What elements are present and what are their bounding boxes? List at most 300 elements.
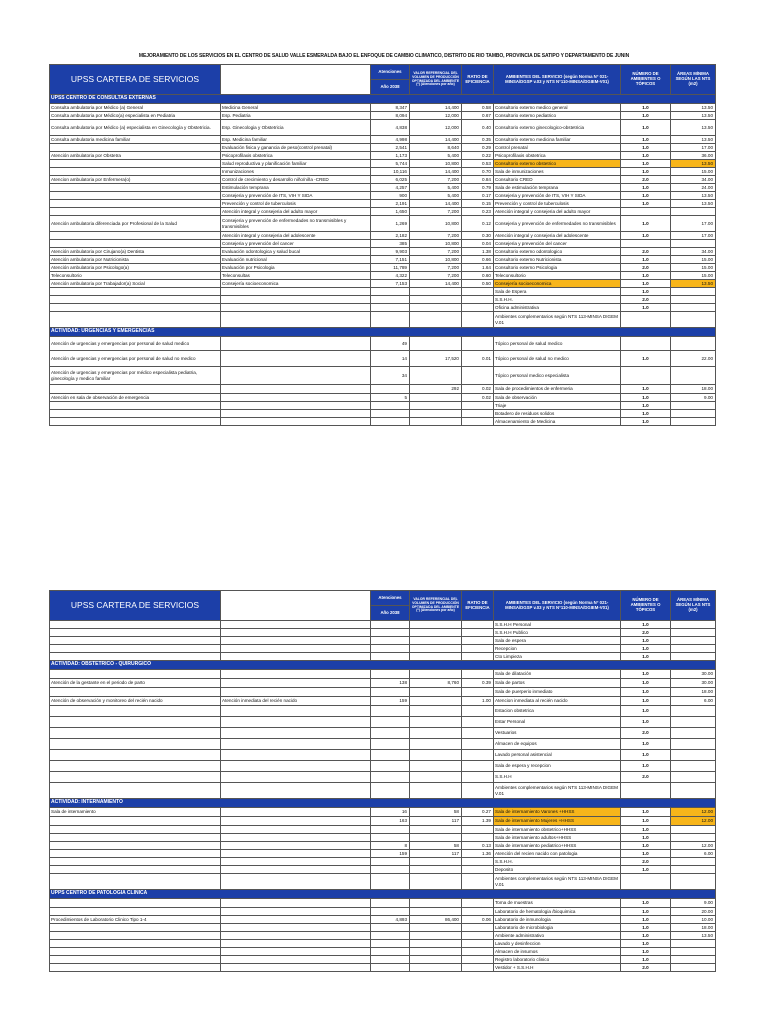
cell-activity xyxy=(221,679,371,688)
cell-activity xyxy=(221,834,371,842)
table-body xyxy=(50,95,716,426)
cell-activity: Control de crecimiento y desarrollo niño/niña -CRED xyxy=(221,176,371,184)
cell-valor-referencial xyxy=(410,956,462,964)
cell-activity xyxy=(221,899,371,908)
cell-ratio: 0.02 xyxy=(462,385,494,394)
cell-numero-ambientes: 2.0 xyxy=(621,248,671,256)
cell-valor-referencial: 14,400 xyxy=(410,168,462,176)
cell-atenciones: 385 xyxy=(371,240,410,248)
cell-activity: Atención inmediata del recién nacido xyxy=(221,697,371,706)
cell-area xyxy=(671,772,716,783)
cell-ambiente: Laboratorio de hematologia /bioquimica xyxy=(494,908,621,916)
cell-ambiente: Sala de espera xyxy=(494,637,621,645)
cell-valor-referencial xyxy=(410,924,462,932)
cell-atenciones: 4,257 xyxy=(371,184,410,192)
cell-upss-service xyxy=(50,783,221,799)
cell-upss-service xyxy=(50,850,221,858)
cell-ratio xyxy=(462,312,494,328)
cell-ambiente: Consejeria y prevención de enfermedades no transmisibles xyxy=(494,216,621,232)
cell-valor-referencial xyxy=(410,761,462,772)
cell-numero-ambientes: 1.0 xyxy=(621,866,671,874)
table-row xyxy=(50,184,716,192)
cell-activity xyxy=(221,402,371,410)
cell-atenciones: 9,903 xyxy=(371,248,410,256)
section-title: UPPS CENTRO DE PATOLOGÍA CLINICA xyxy=(50,890,716,899)
cell-numero-ambientes: 1.0 xyxy=(621,924,671,932)
cell-atenciones xyxy=(371,874,410,890)
cell-numero-ambientes: 1.0 xyxy=(621,256,671,264)
cell-upss-service: Consulta ambulatoria por Médico (a) General xyxy=(50,104,221,112)
cell-ambiente: Vestuarios xyxy=(494,728,621,739)
cell-valor-referencial: 58 xyxy=(410,808,462,817)
cell-numero-ambientes: 1.0 xyxy=(621,717,671,728)
cell-numero-ambientes: 1.0 xyxy=(621,637,671,645)
cell-ratio xyxy=(462,964,494,972)
cell-activity xyxy=(221,367,371,385)
cell-area: 18.00 xyxy=(671,385,716,394)
cell-valor-referencial xyxy=(410,296,462,304)
cell-atenciones xyxy=(371,783,410,799)
table-row xyxy=(50,750,716,761)
cell-activity: Inmunizaciones xyxy=(221,168,371,176)
table-row xyxy=(50,418,716,426)
cell-numero-ambientes: 1.0 xyxy=(621,184,671,192)
cell-ambiente: Consultorio externo pediatrico xyxy=(494,112,621,120)
cell-numero-ambientes: 2.0 xyxy=(621,858,671,866)
cell-upss-service xyxy=(50,208,221,216)
table-row xyxy=(50,168,716,176)
cell-atenciones: 5,744 xyxy=(371,160,410,168)
table-row xyxy=(50,216,716,232)
cell-atenciones xyxy=(371,410,410,418)
cell-area xyxy=(671,304,716,312)
table-row xyxy=(50,176,716,184)
header-ratio: RATIO DE EFICIENCIA xyxy=(462,65,494,95)
cell-valor-referencial: 58 xyxy=(410,842,462,850)
cell-atenciones: 4,998 xyxy=(371,136,410,144)
cell-atenciones: 138 xyxy=(371,679,410,688)
cell-numero-ambientes: 1.0 xyxy=(621,899,671,908)
cell-atenciones xyxy=(371,761,410,772)
cell-ratio: 0.17 xyxy=(462,192,494,200)
table-row xyxy=(50,288,716,296)
cell-upss-service xyxy=(50,866,221,874)
cell-activity: Evaluación fisica y ganancia de peso(control prenatal) xyxy=(221,144,371,152)
cell-activity xyxy=(221,296,371,304)
cell-ambiente: Consultorio externo obstetrico xyxy=(494,160,621,168)
header-areas: ÁREAS MÍNIMA SEGÚN LAS NTS (m2) xyxy=(671,591,716,621)
cell-numero-ambientes: 1.0 xyxy=(621,706,671,717)
cell-ambiente: Recepcion xyxy=(494,645,621,653)
section-title: ACTIVIDAD: URGENCIAS Y EMERGENCIAS xyxy=(50,328,716,337)
cell-valor-referencial xyxy=(410,637,462,645)
cell-ratio xyxy=(462,908,494,916)
cell-atenciones: 7,151 xyxy=(371,256,410,264)
cell-valor-referencial: 292 xyxy=(410,385,462,394)
cell-ratio: 1.36 xyxy=(462,850,494,858)
table-row xyxy=(50,717,716,728)
cell-atenciones: 11,789 xyxy=(371,264,410,272)
table-row xyxy=(50,351,716,367)
cell-numero-ambientes xyxy=(621,208,671,216)
cell-upss-service xyxy=(50,858,221,866)
cell-area xyxy=(671,866,716,874)
cell-area: 15.00 xyxy=(671,264,716,272)
cell-ratio: 0.53 xyxy=(462,160,494,168)
cell-atenciones: 2,182 xyxy=(371,232,410,240)
cell-valor-referencial xyxy=(410,834,462,842)
cell-upss-service: Procedimientos de Laboratorio Clinico Tipo 1-4 xyxy=(50,916,221,924)
cell-activity xyxy=(221,866,371,874)
cell-upss-service xyxy=(50,240,221,248)
cell-area xyxy=(671,288,716,296)
cell-upss-service xyxy=(50,964,221,972)
cell-ratio: 0.84 xyxy=(462,176,494,184)
cell-ambiente: Toma de muestras xyxy=(494,899,621,908)
cell-area xyxy=(671,337,716,351)
cell-area xyxy=(671,948,716,956)
table-row xyxy=(50,924,716,932)
cell-area: 12.00 xyxy=(671,817,716,826)
cell-activity: Evaluación por Psicologia xyxy=(221,264,371,272)
cell-area: 13.50 xyxy=(671,120,716,136)
cell-ratio: 0.35 xyxy=(462,136,494,144)
table-row xyxy=(50,337,716,351)
cell-ambiente: Atencion inmediata al recién nacido xyxy=(494,697,621,706)
cell-atenciones: 4,322 xyxy=(371,272,410,280)
cell-valor-referencial xyxy=(410,940,462,948)
cell-upss-service xyxy=(50,761,221,772)
cell-numero-ambientes: 1.0 xyxy=(621,216,671,232)
cell-numero-ambientes: 1.0 xyxy=(621,192,671,200)
cell-ambiente: Sala de inmunizaciones xyxy=(494,168,621,176)
cell-ambiente: Sala de observación xyxy=(494,394,621,402)
cell-atenciones xyxy=(371,750,410,761)
table-row xyxy=(50,112,716,120)
cell-area: 18.00 xyxy=(671,688,716,697)
cell-numero-ambientes: 1.0 xyxy=(621,394,671,402)
table-row xyxy=(50,850,716,858)
cell-numero-ambientes: 1.0 xyxy=(621,160,671,168)
cell-atenciones xyxy=(371,866,410,874)
cell-atenciones xyxy=(371,772,410,783)
cell-ratio: 0.67 xyxy=(462,112,494,120)
cell-numero-ambientes: 1.0 xyxy=(621,152,671,160)
table-row xyxy=(50,394,716,402)
cell-valor-referencial xyxy=(410,948,462,956)
cell-valor-referencial: 5,400 xyxy=(410,152,462,160)
cell-atenciones: 10,116 xyxy=(371,168,410,176)
cell-area xyxy=(671,750,716,761)
cell-area: 18.00 xyxy=(671,924,716,932)
cell-valor-referencial: 17,520 xyxy=(410,351,462,367)
cell-atenciones xyxy=(371,653,410,661)
cell-valor-referencial: 8,760 xyxy=(410,679,462,688)
cell-ambiente: S.S.H.H. xyxy=(494,296,621,304)
cell-numero-ambientes xyxy=(621,367,671,385)
header-year: Año 2038 xyxy=(371,606,410,621)
cell-area: 10.00 xyxy=(671,916,716,924)
cell-ratio: 0.66 xyxy=(462,256,494,264)
cell-upss-service xyxy=(50,304,221,312)
cell-valor-referencial: 7,200 xyxy=(410,248,462,256)
cell-ratio: 0.13 xyxy=(462,842,494,850)
table-row xyxy=(50,367,716,385)
cell-ambiente: Ambiente administrativo xyxy=(494,932,621,940)
header-numero-ambientes: NÚMERO DE AMBIENTES O TÓPICOS xyxy=(621,591,671,621)
cell-valor-referencial: 7,200 xyxy=(410,208,462,216)
cell-activity xyxy=(221,621,371,629)
cell-valor-referencial xyxy=(410,858,462,866)
cell-upss-service: Atencion ambulatoria por Enfermera(o) xyxy=(50,176,221,184)
cell-valor-referencial xyxy=(410,750,462,761)
header-ambientes: AMBIENTES DEL SERVICIO (según Norma N° 021-MINSA/DGSP v.03 y NTS N°110-MINSA/DGIEM-V01) xyxy=(494,591,621,621)
cell-atenciones: 1,173 xyxy=(371,152,410,160)
cell-upss-service: Atención ambulatoria por Cirujano(a) Dentista xyxy=(50,248,221,256)
cell-activity xyxy=(221,783,371,799)
cell-numero-ambientes: 1.0 xyxy=(621,940,671,948)
cell-activity xyxy=(221,312,371,328)
cell-numero-ambientes: 1.0 xyxy=(621,653,671,661)
cell-numero-ambientes: 2.0 xyxy=(621,772,671,783)
cell-upss-service xyxy=(50,908,221,916)
cell-ratio xyxy=(462,874,494,890)
cell-activity xyxy=(221,706,371,717)
cell-area: 13.50 xyxy=(671,200,716,208)
table-row xyxy=(50,670,716,679)
cell-ratio: 0.23 xyxy=(462,208,494,216)
cell-valor-referencial: 12,000 xyxy=(410,112,462,120)
cell-area: 6.00 xyxy=(671,697,716,706)
table-row xyxy=(50,629,716,637)
table-row xyxy=(50,964,716,972)
cell-ratio xyxy=(462,637,494,645)
cell-numero-ambientes: 1.0 xyxy=(621,272,671,280)
cell-activity: Psicoprofilaxis obstetrica xyxy=(221,152,371,160)
cell-ratio xyxy=(462,834,494,842)
cell-ambiente: Sala de estimulación temprana xyxy=(494,184,621,192)
cell-activity xyxy=(221,858,371,866)
cell-activity xyxy=(221,739,371,750)
cell-ratio xyxy=(462,288,494,296)
cell-valor-referencial xyxy=(410,418,462,426)
cell-area xyxy=(671,874,716,890)
cell-area: 34.00 xyxy=(671,248,716,256)
table-row xyxy=(50,808,716,817)
cell-upss-service xyxy=(50,200,221,208)
table-row xyxy=(50,874,716,890)
cell-activity xyxy=(221,826,371,834)
cell-upss-service xyxy=(50,296,221,304)
cell-ambiente: Psicoprofilaxis obstetrica xyxy=(494,152,621,160)
cell-atenciones xyxy=(371,688,410,697)
header-year: Año 2038 xyxy=(371,80,410,95)
cell-ambiente: Estar Personal xyxy=(494,717,621,728)
cell-atenciones xyxy=(371,956,410,964)
cell-area: 9.00 xyxy=(671,394,716,402)
cell-atenciones xyxy=(371,312,410,328)
cell-area: 13.50 xyxy=(671,104,716,112)
cell-valor-referencial xyxy=(410,337,462,351)
cell-activity xyxy=(221,410,371,418)
cell-numero-ambientes: 1.0 xyxy=(621,232,671,240)
cell-numero-ambientes: 1.0 xyxy=(621,288,671,296)
cell-area xyxy=(671,367,716,385)
cell-upss-service xyxy=(50,312,221,328)
cell-activity xyxy=(221,874,371,890)
cell-ratio: 0.40 xyxy=(462,120,494,136)
table-row xyxy=(50,772,716,783)
cell-upss-service xyxy=(50,192,221,200)
cell-activity xyxy=(221,750,371,761)
cell-ratio xyxy=(462,621,494,629)
cell-ratio xyxy=(462,653,494,661)
cell-numero-ambientes: 1.0 xyxy=(621,688,671,697)
cell-upss-service: Atención de observación y monitoreo del recién nacido xyxy=(50,697,221,706)
table-row xyxy=(50,272,716,280)
cell-area: 24.00 xyxy=(671,184,716,192)
cell-ratio xyxy=(462,739,494,750)
cell-numero-ambientes: 2.0 xyxy=(621,629,671,637)
cell-activity: Prevención y control de tuberculosis xyxy=(221,200,371,208)
cell-valor-referencial xyxy=(410,874,462,890)
table-header xyxy=(50,591,716,621)
header-valor-referencial: VALOR REFERENCIAL DEL VOLUMEN DE PRODUCCIÓN OPTIMIZADA DEL AMBIENTE (*) (Atenciones por año) xyxy=(410,65,462,95)
header-upss: UPSS CARTERA DE SERVICIOS xyxy=(50,65,221,95)
cell-upss-service xyxy=(50,385,221,394)
section-title: UPSS CENTRO DE CONSULTAS EXTERNAS xyxy=(50,95,716,104)
cell-ambiente: Triaje xyxy=(494,402,621,410)
cell-ratio: 0.27 xyxy=(462,808,494,817)
cell-ambiente: Lavado y desinfeccion xyxy=(494,940,621,948)
cell-upss-service: Atención ambulatoria por Trabajador(a) Social xyxy=(50,280,221,288)
cell-ratio xyxy=(462,866,494,874)
section-header xyxy=(50,661,716,670)
cell-ambiente: Tópico personal medico especialista xyxy=(494,367,621,385)
cell-ambiente: Sala de internamiento pediatrico+HHSS xyxy=(494,842,621,850)
table-row xyxy=(50,899,716,908)
cell-upss-service xyxy=(50,645,221,653)
cell-upss-service xyxy=(50,688,221,697)
cell-activity xyxy=(221,629,371,637)
table-row xyxy=(50,761,716,772)
cell-area xyxy=(671,834,716,842)
cell-ambiente: Estacion obstetrica xyxy=(494,706,621,717)
cell-activity xyxy=(221,916,371,924)
cell-area: 6.00 xyxy=(671,850,716,858)
cell-area xyxy=(671,208,716,216)
cell-atenciones xyxy=(371,924,410,932)
cell-atenciones: 5 xyxy=(371,394,410,402)
cell-activity xyxy=(221,394,371,402)
cell-upss-service xyxy=(50,144,221,152)
cell-upss-service: Consulta ambulatoria medicina familiar xyxy=(50,136,221,144)
cell-ratio: 0.06 xyxy=(462,916,494,924)
cell-ratio xyxy=(462,783,494,799)
cell-numero-ambientes: 2.0 xyxy=(621,728,671,739)
cell-atenciones xyxy=(371,940,410,948)
cell-ratio xyxy=(462,629,494,637)
cell-area xyxy=(671,739,716,750)
cell-activity xyxy=(221,670,371,679)
cell-ratio: 0.01 xyxy=(462,351,494,367)
cell-activity: Consejería socioeconomica xyxy=(221,280,371,288)
cell-area xyxy=(671,629,716,637)
cell-area xyxy=(671,964,716,972)
table-row xyxy=(50,653,716,661)
cell-atenciones: 159 xyxy=(371,850,410,858)
cell-ambiente: Ambientes complementarios según NTS 113-MINSA DIGEM V.01 xyxy=(494,312,621,328)
cell-upss-service xyxy=(50,728,221,739)
cell-valor-referencial: 14,400 xyxy=(410,200,462,208)
cell-ambiente: Ambientes complementarios según NTS 113-MINSA DIGEM V.01 xyxy=(494,783,621,799)
cell-upss-service: Consulta ambulatoria por Médico(a) especialista en Pediatria xyxy=(50,112,221,120)
cell-ratio: 0.22 xyxy=(462,152,494,160)
cell-atenciones: 16 xyxy=(371,808,410,817)
cell-numero-ambientes xyxy=(621,783,671,799)
cell-upss-service xyxy=(50,772,221,783)
cell-numero-ambientes: 1.0 xyxy=(621,645,671,653)
table-header xyxy=(50,65,716,95)
cell-numero-ambientes: 1.0 xyxy=(621,932,671,940)
table-row xyxy=(50,932,716,940)
cell-ambiente: Consejeria y prevención de ITS, VIH Y SIDA xyxy=(494,192,621,200)
cell-activity: Medicina General xyxy=(221,104,371,112)
cell-atenciones: 34 xyxy=(371,367,410,385)
cell-upss-service xyxy=(50,402,221,410)
cell-upss-service xyxy=(50,874,221,890)
cell-valor-referencial xyxy=(410,739,462,750)
cell-valor-referencial xyxy=(410,717,462,728)
cell-ambiente: Almacen de insumos xyxy=(494,948,621,956)
table-row xyxy=(50,402,716,410)
cell-ambiente: Consultorio externo Nutricionista xyxy=(494,256,621,264)
cell-valor-referencial xyxy=(410,288,462,296)
cell-atenciones xyxy=(371,834,410,842)
table-row xyxy=(50,410,716,418)
cell-upss-service: Teleconsultorio xyxy=(50,272,221,280)
cell-area xyxy=(671,402,716,410)
cell-ambiente: Prevención y control de tuberculosis xyxy=(494,200,621,208)
cell-activity xyxy=(221,637,371,645)
cell-upss-service: Atención en sala de observación de emergencia xyxy=(50,394,221,402)
cell-activity: Consejeria y prevención del cancer xyxy=(221,240,371,248)
cell-ambiente: Consejeria y prevención del cancer xyxy=(494,240,621,248)
cell-ambiente: Consultorio CRED xyxy=(494,176,621,184)
cell-ratio: 1.38 xyxy=(462,248,494,256)
table-row xyxy=(50,240,716,248)
cell-area: 12.00 xyxy=(671,808,716,817)
cell-area xyxy=(671,783,716,799)
table-row xyxy=(50,916,716,924)
cell-area: 15.00 xyxy=(671,272,716,280)
cell-valor-referencial: 14,400 xyxy=(410,280,462,288)
cell-numero-ambientes: 1.0 xyxy=(621,842,671,850)
cell-valor-referencial xyxy=(410,621,462,629)
cell-area: 13.50 xyxy=(671,932,716,940)
cell-atenciones: 49 xyxy=(371,337,410,351)
cell-ambiente: Sala de Espera xyxy=(494,288,621,296)
cell-atenciones: 163 xyxy=(371,817,410,826)
cell-numero-ambientes: 2.0 xyxy=(621,176,671,184)
cell-upss-service xyxy=(50,956,221,964)
cell-ratio xyxy=(462,728,494,739)
cell-upss-service: Atención ambulatoria por Nutricionista xyxy=(50,256,221,264)
cell-ambiente: Tópico personal de salud medico xyxy=(494,337,621,351)
table-row xyxy=(50,296,716,304)
table-row xyxy=(50,280,716,288)
cell-valor-referencial xyxy=(410,670,462,679)
